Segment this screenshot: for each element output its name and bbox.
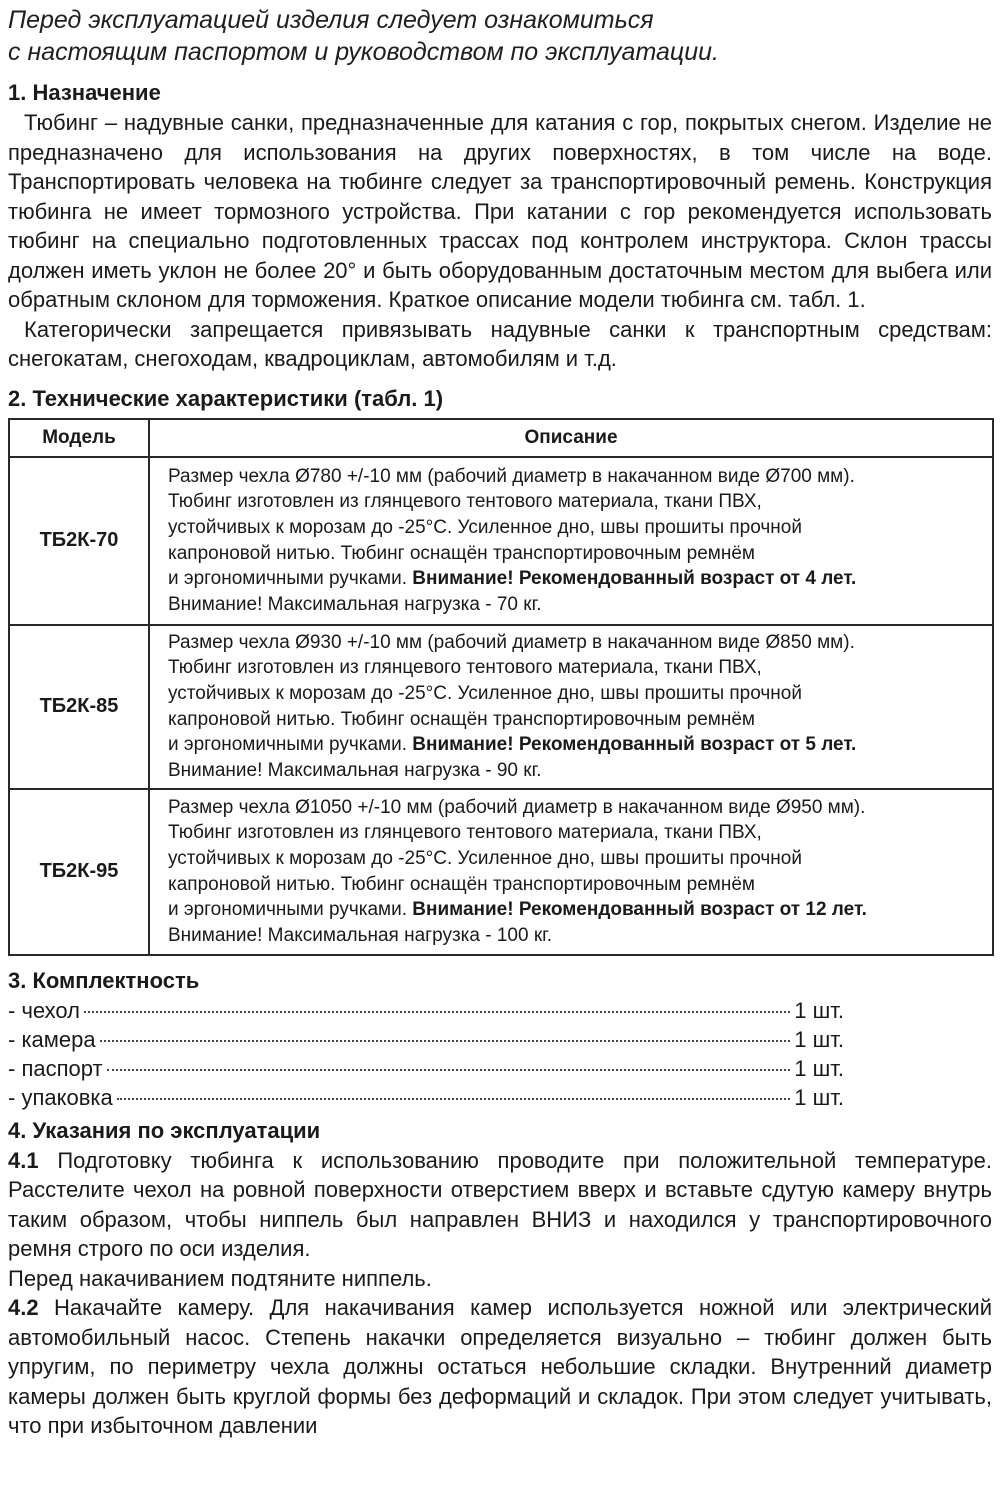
section-1-paragraph-1: Тюбинг – надувные санки, предназначенные для катания с гор, покрытых снегом. Изделие не предназначено для использования на других поверхностях, в том числе на воде. Транспортировать человека на тюбинге следует за транспортировочный ремень. Конструкция тюбинга не имеет тормозного устройства. При катании с гор рекомендуется использовать тюбинг на специально подготовленных трассах под контролем инструктора. Склон трассы должен иметь уклон не более 20° и быть оборудованным достаточным местом для выбега или обратным склоном для торможения. Краткое описание модели тюбинга см. табл. 1.	[8, 110, 992, 312]
dot-leader	[84, 1011, 790, 1013]
header-description: Описание	[149, 419, 993, 457]
load-warning: Внимание! Максимальная нагрузка - 90 кг.	[168, 759, 542, 781]
dot-leader	[117, 1098, 791, 1100]
section-specs	[8, 384, 992, 956]
clause-number: 4.1	[8, 1147, 39, 1173]
clause-text: Подготовку тюбинга к использованию проводите при положительной температуре. Расстелите чехол на ровной поверхности отверстием вверх и вставьте сдутую камеру внутрь таким образом, чтобы ниппель был направлен ВНИЗ и находился у транспортировочного ремня строго по оси изделия.	[8, 1147, 992, 1261]
desc-line: Тюбинг изготовлен из глянцевого тентового материала, ткани ПВХ,	[168, 657, 762, 679]
item-name: - упаковка	[8, 1084, 113, 1110]
intro-line-2: с настоящим паспортом и руководством по эксплуатации.	[8, 38, 719, 66]
item-name: - паспорт	[8, 1055, 103, 1081]
table-header-row	[9, 419, 993, 457]
item-name: - камера	[8, 1026, 96, 1052]
table-row	[9, 457, 993, 625]
desc-text: и эргономичными ручками.	[168, 568, 413, 590]
desc-line: Размер чехла Ø930 +/-10 мм (рабочий диаметр в накачанном виде Ø850 мм).	[168, 631, 855, 653]
paragraph-4-1	[8, 1146, 992, 1264]
passport-page	[0, 4, 1000, 1494]
description-cell	[149, 457, 993, 625]
description-cell	[149, 789, 993, 955]
section-3-title: 3. Комплектность	[8, 967, 200, 993]
item-qty: 1 шт.	[794, 1026, 844, 1052]
item-qty: 1 шт.	[794, 997, 844, 1023]
item-qty: 1 шт.	[794, 1055, 844, 1081]
section-operation	[8, 1116, 992, 1441]
desc-line	[168, 897, 982, 923]
section-1-paragraph-2: Категорически запрещается привязывать надувные санки к транспортным средствам: снегокатам, снегоходам, квадроциклам, автомобилям и т.д.	[8, 316, 992, 371]
desc-line: капроновой нитью. Тюбинг оснащён транспортировочным ремнём	[168, 708, 755, 730]
list-item	[8, 1083, 844, 1112]
item-qty: 1 шт.	[794, 1084, 844, 1110]
contents-list	[8, 996, 844, 1112]
desc-text: и эргономичными ручками.	[168, 734, 413, 756]
desc-line: капроновой нитью. Тюбинг оснащён транспортировочным ремнём	[168, 873, 755, 895]
item-name: - чехол	[8, 997, 80, 1023]
table-row	[9, 625, 993, 789]
specs-table	[8, 418, 994, 956]
desc-line: устойчивых к морозам до -25°С. Усиленное дно, швы прошиты прочной	[168, 847, 802, 869]
desc-line: Размер чехла Ø1050 +/-10 мм (рабочий диаметр в накачанном виде Ø950 мм).	[168, 796, 866, 818]
list-item	[8, 1054, 844, 1083]
description-cell	[149, 625, 993, 789]
desc-line: Размер чехла Ø780 +/-10 мм (рабочий диаметр в накачанном виде Ø700 мм).	[168, 465, 855, 487]
paragraph-4-2	[8, 1293, 992, 1441]
desc-line: устойчивых к морозам до -25°С. Усиленное дно, швы прошиты прочной	[168, 516, 802, 538]
dot-leader	[107, 1069, 791, 1071]
model-cell: ТБ2К-85	[9, 625, 149, 789]
clause-text: Накачайте камеру. Для накачивания камер используется ножной или электрический автомобильный насос. Степень накачки определяется визуально – тюбинг должен быть упругим, по периметру чехла должны остаться небольшие складки. Внутренний диаметр камеры должен быть круглой формы без деформаций и складок. При этом следует учитывать, что при избыточном давлении	[8, 1295, 992, 1438]
list-item	[8, 996, 844, 1025]
model-cell: ТБ2К-70	[9, 457, 149, 625]
header-model: Модель	[9, 419, 149, 457]
list-item	[8, 1025, 844, 1054]
table-row	[9, 789, 993, 955]
section-purpose	[8, 78, 992, 374]
section-1-title: 1. Назначение	[8, 80, 161, 105]
age-warning: Внимание! Рекомендованный возраст от 5 лет.	[412, 734, 857, 756]
age-warning: Внимание! Рекомендованный возраст от 12 лет.	[412, 899, 867, 921]
desc-text: и эргономичными ручками.	[168, 899, 413, 921]
desc-line	[168, 566, 982, 592]
load-warning: Внимание! Максимальная нагрузка - 100 кг.	[168, 924, 553, 946]
dot-leader	[100, 1040, 791, 1042]
load-warning: Внимание! Максимальная нагрузка - 70 кг.	[168, 593, 542, 615]
section-2-title: 2. Технические характеристики (табл. 1)	[8, 385, 444, 411]
intro-line-1: Перед эксплуатацией изделия следует ознакомиться	[8, 6, 654, 34]
desc-line	[168, 732, 982, 758]
desc-line: Тюбинг изготовлен из глянцевого тентового материала, ткани ПВХ,	[168, 822, 762, 844]
desc-line: устойчивых к морозам до -25°С. Усиленное дно, швы прошиты прочной	[168, 682, 802, 704]
age-warning: Внимание! Рекомендованный возраст от 4 лет.	[412, 568, 857, 590]
section-4-title: 4. Указания по эксплуатации	[8, 1117, 321, 1143]
desc-line: Тюбинг изготовлен из глянцевого тентового материала, ткани ПВХ,	[168, 491, 762, 513]
model-cell: ТБ2К-95	[9, 789, 149, 955]
section-contents	[8, 966, 992, 1112]
intro-note	[8, 4, 992, 68]
clause-number: 4.2	[8, 1295, 39, 1320]
paragraph-4-1-note: Перед накачиванием подтяните ниппель.	[8, 1265, 432, 1291]
desc-line: капроновой нитью. Тюбинг оснащён транспортировочным ремнём	[168, 542, 755, 564]
